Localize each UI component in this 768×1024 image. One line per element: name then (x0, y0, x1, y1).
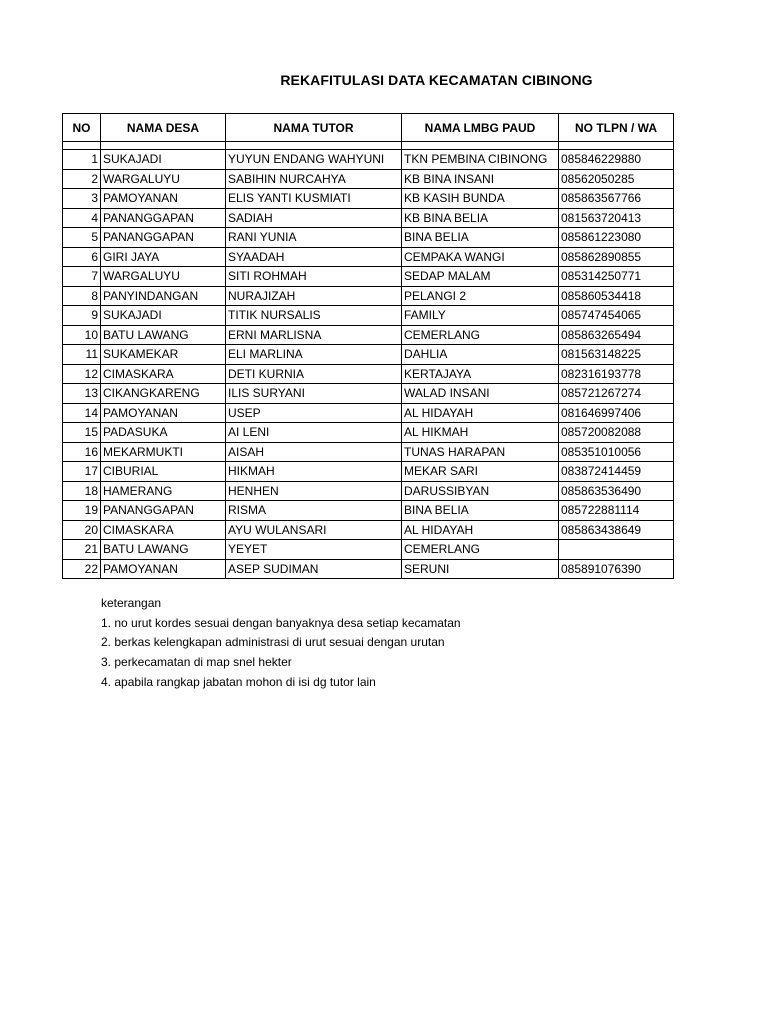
header-no-tlpn: NO TLPN / WA (559, 114, 674, 142)
cell-nama-tutor: RISMA (226, 501, 402, 521)
table-row (63, 423, 674, 443)
cell-no: 3 (63, 189, 101, 209)
cell-no-tlpn (559, 540, 674, 560)
cell-nama-desa: WARGALUYU (101, 169, 226, 189)
cell-nama-lmbg-paud: WALAD INSANI (402, 384, 559, 404)
cell-nama-desa: BATU LAWANG (101, 325, 226, 345)
cell-no: 17 (63, 462, 101, 482)
cell-nama-tutor: YUYUN ENDANG WAHYUNI (226, 150, 402, 170)
note-item: 2. berkas kelengkapan administrasi di urut sesuai dengan urutan (101, 635, 445, 650)
cell-nama-tutor: DETI KURNIA (226, 364, 402, 384)
cell-nama-desa: PAMOYANAN (101, 189, 226, 209)
cell-nama-lmbg-paud: KERTAJAYA (402, 364, 559, 384)
table-row (63, 501, 674, 521)
table-row (63, 286, 674, 306)
cell-no-tlpn: 085863265494 (559, 325, 674, 345)
note-item: 1. no urut kordes sesuai dengan banyaknya desa setiap kecamatan (101, 615, 461, 630)
note-item: 3. perkecamatan di map snel hekter (101, 655, 292, 670)
cell-nama-lmbg-paud: BINA BELIA (402, 228, 559, 248)
cell-nama-lmbg-paud: KB KASIH BUNDA (402, 189, 559, 209)
cell-no: 22 (63, 559, 101, 579)
cell-no: 13 (63, 384, 101, 404)
cell-no-tlpn: 081563148225 (559, 345, 674, 365)
notes-heading: keterangan (101, 596, 162, 610)
cell-nama-desa: PANANGGAPAN (101, 208, 226, 228)
cell-nama-lmbg-paud: KB BINA BELIA (402, 208, 559, 228)
table-row (63, 540, 674, 560)
note-item: 4. apabila rangkap jabatan mohon di isi dg tutor lain (101, 674, 376, 689)
cell-no-tlpn: 085846229880 (559, 150, 674, 170)
cell-nama-lmbg-paud: DAHLIA (402, 345, 559, 365)
cell-no-tlpn: 085314250771 (559, 267, 674, 287)
cell-no-tlpn: 085861223080 (559, 228, 674, 248)
cell-no: 12 (63, 364, 101, 384)
cell-nama-desa: CIMASKARA (101, 520, 226, 540)
cell-nama-desa: WARGALUYU (101, 267, 226, 287)
cell-nama-tutor: NURAJIZAH (226, 286, 402, 306)
cell-nama-lmbg-paud: AL HIDAYAH (402, 520, 559, 540)
document-title: REKAFITULASI DATA KECAMATAN CIBINONG (280, 72, 593, 88)
cell-nama-tutor: RANI YUNIA (226, 228, 402, 248)
cell-nama-tutor: HENHEN (226, 481, 402, 501)
cell-no-tlpn: 085351010056 (559, 442, 674, 462)
cell-no: 15 (63, 423, 101, 443)
table-row (63, 247, 674, 267)
table-row (63, 208, 674, 228)
cell-nama-tutor: USEP (226, 403, 402, 423)
recap-table (62, 113, 674, 579)
table-row (63, 520, 674, 540)
cell-nama-lmbg-paud: SERUNI (402, 559, 559, 579)
cell-no: 21 (63, 540, 101, 560)
table-row (63, 559, 674, 579)
table-row (63, 306, 674, 326)
cell-nama-lmbg-paud: CEMERLANG (402, 540, 559, 560)
table-row (63, 228, 674, 248)
spacer-row (63, 142, 674, 150)
table-row (63, 345, 674, 365)
cell-no: 8 (63, 286, 101, 306)
cell-nama-tutor: ILIS SURYANI (226, 384, 402, 404)
cell-nama-desa: PANANGGAPAN (101, 228, 226, 248)
cell-nama-lmbg-paud: FAMILY (402, 306, 559, 326)
header-nama-desa: NAMA DESA (101, 114, 226, 142)
cell-no: 11 (63, 345, 101, 365)
cell-no-tlpn: 081563720413 (559, 208, 674, 228)
cell-no-tlpn: 085720082088 (559, 423, 674, 443)
cell-no: 19 (63, 501, 101, 521)
cell-nama-desa: PAMOYANAN (101, 559, 226, 579)
cell-nama-desa: HAMERANG (101, 481, 226, 501)
cell-nama-tutor: AYU WULANSARI (226, 520, 402, 540)
cell-nama-desa: SUKAJADI (101, 306, 226, 326)
cell-no-tlpn: 085862890855 (559, 247, 674, 267)
table-body (63, 142, 674, 579)
cell-nama-desa: CIKANGKARENG (101, 384, 226, 404)
header-no: NO (63, 114, 101, 142)
table-row (63, 442, 674, 462)
cell-nama-desa: PADASUKA (101, 423, 226, 443)
table-row (63, 189, 674, 209)
cell-nama-tutor: TITIK NURSALIS (226, 306, 402, 326)
cell-nama-tutor: SABIHIN NURCAHYA (226, 169, 402, 189)
notes-section (101, 594, 461, 693)
cell-no: 20 (63, 520, 101, 540)
cell-nama-lmbg-paud: CEMPAKA WANGI (402, 247, 559, 267)
cell-nama-tutor: SYAADAH (226, 247, 402, 267)
cell-nama-lmbg-paud: KB BINA INSANI (402, 169, 559, 189)
header-nama-tutor: NAMA TUTOR (226, 114, 402, 142)
cell-no-tlpn: 085721267274 (559, 384, 674, 404)
cell-nama-lmbg-paud: BINA BELIA (402, 501, 559, 521)
cell-no-tlpn: 085863536490 (559, 481, 674, 501)
cell-no: 9 (63, 306, 101, 326)
cell-nama-tutor: AI LENI (226, 423, 402, 443)
cell-nama-desa: GIRI JAYA (101, 247, 226, 267)
cell-no: 5 (63, 228, 101, 248)
cell-nama-tutor: ERNI MARLISNA (226, 325, 402, 345)
cell-nama-tutor: ELIS YANTI KUSMIATI (226, 189, 402, 209)
table-row (63, 325, 674, 345)
cell-nama-tutor: ELI MARLINA (226, 345, 402, 365)
cell-nama-lmbg-paud: AL HIKMAH (402, 423, 559, 443)
cell-no: 4 (63, 208, 101, 228)
cell-nama-lmbg-paud: MEKAR SARI (402, 462, 559, 482)
table-row (63, 384, 674, 404)
table-row (63, 481, 674, 501)
cell-nama-tutor: SITI ROHMAH (226, 267, 402, 287)
table-row (63, 267, 674, 287)
cell-no-tlpn: 081646997406 (559, 403, 674, 423)
cell-no: 2 (63, 169, 101, 189)
cell-no-tlpn: 082316193778 (559, 364, 674, 384)
header-nama-lmbg-paud: NAMA LMBG PAUD (402, 114, 559, 142)
header-row (63, 114, 674, 142)
cell-nama-tutor: YEYET (226, 540, 402, 560)
cell-no-tlpn: 085863567766 (559, 189, 674, 209)
cell-no-tlpn: 085891076390 (559, 559, 674, 579)
cell-no-tlpn: 08562050285 (559, 169, 674, 189)
cell-nama-tutor: HIKMAH (226, 462, 402, 482)
cell-nama-desa: SUKAMEKAR (101, 345, 226, 365)
cell-nama-desa: PANYINDANGAN (101, 286, 226, 306)
cell-nama-lmbg-paud: CEMERLANG (402, 325, 559, 345)
table-row (63, 403, 674, 423)
cell-nama-desa: PAMOYANAN (101, 403, 226, 423)
cell-nama-desa: BATU LAWANG (101, 540, 226, 560)
cell-nama-desa: PANANGGAPAN (101, 501, 226, 521)
table-row (63, 150, 674, 170)
cell-no: 18 (63, 481, 101, 501)
table-row (63, 462, 674, 482)
cell-nama-lmbg-paud: SEDAP MALAM (402, 267, 559, 287)
cell-no-tlpn: 085722881114 (559, 501, 674, 521)
cell-no-tlpn: 085863438649 (559, 520, 674, 540)
cell-nama-lmbg-paud: AL HIDAYAH (402, 403, 559, 423)
cell-nama-lmbg-paud: TUNAS HARAPAN (402, 442, 559, 462)
cell-nama-lmbg-paud: PELANGI 2 (402, 286, 559, 306)
cell-no-tlpn: 085860534418 (559, 286, 674, 306)
cell-no: 14 (63, 403, 101, 423)
cell-no-tlpn: 085747454065 (559, 306, 674, 326)
cell-no: 6 (63, 247, 101, 267)
table-row (63, 364, 674, 384)
cell-nama-tutor: ASEP SUDIMAN (226, 559, 402, 579)
cell-nama-lmbg-paud: DARUSSIBYAN (402, 481, 559, 501)
cell-nama-tutor: SADIAH (226, 208, 402, 228)
cell-nama-lmbg-paud: TKN PEMBINA CIBINONG (402, 150, 559, 170)
cell-nama-tutor: AISAH (226, 442, 402, 462)
cell-nama-desa: CIMASKARA (101, 364, 226, 384)
cell-no: 7 (63, 267, 101, 287)
cell-nama-desa: CIBURIAL (101, 462, 226, 482)
cell-no: 16 (63, 442, 101, 462)
cell-no: 1 (63, 150, 101, 170)
cell-no: 10 (63, 325, 101, 345)
cell-no-tlpn: 083872414459 (559, 462, 674, 482)
cell-nama-desa: MEKARMUKTI (101, 442, 226, 462)
cell-nama-desa: SUKAJADI (101, 150, 226, 170)
table-row (63, 169, 674, 189)
